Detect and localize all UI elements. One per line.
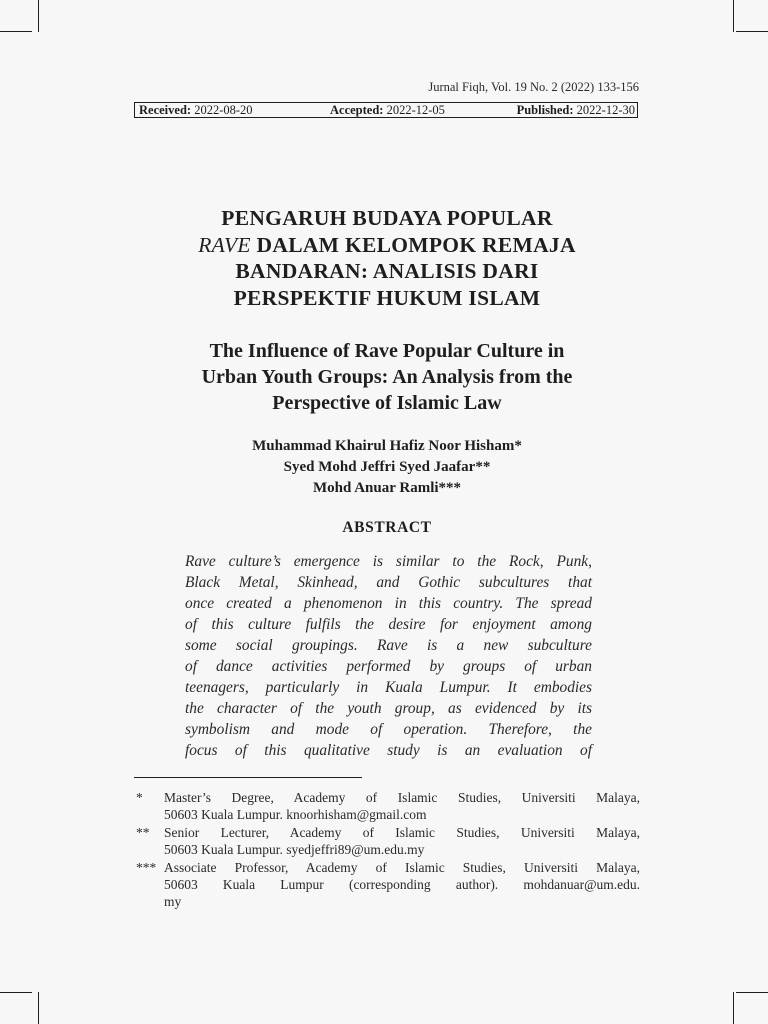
crop-mark <box>733 0 734 32</box>
crop-mark <box>736 31 768 32</box>
abstract-line: Black Metal, Skinhead, and Gothic subcultures that <box>185 574 592 591</box>
footnote-marker: * <box>136 790 143 805</box>
author-name: Syed Mohd Jeffri Syed Jaafar** <box>283 459 491 475</box>
footnote-line: Senior Lecturer, Academy of Islamic Studies, Universiti Malaya, <box>164 825 640 840</box>
author-list <box>120 436 654 499</box>
footnote <box>134 789 640 823</box>
footnote-marker: *** <box>136 860 157 875</box>
abstract-line: Rave culture’s emergence is similar to the Rock, Punk, <box>185 553 592 570</box>
received-date: Received: 2022-08-20 <box>139 103 253 117</box>
publication-dates <box>134 102 638 118</box>
author-name: Muhammad Khairul Hafiz Noor Hisham* <box>252 438 522 454</box>
title-malay-line: PERSPEKTIF HUKUM ISLAM <box>233 285 541 310</box>
footnotes <box>134 789 640 911</box>
crop-mark <box>736 992 768 993</box>
footnote-marker: ** <box>136 825 150 840</box>
crop-mark <box>733 992 734 1024</box>
abstract-line: once created a phenomenon in this country. The spread <box>185 595 592 612</box>
title-malay-line: BANDARAN: ANALISIS DARI <box>235 259 539 283</box>
footnote-line: my <box>164 894 182 909</box>
abstract-line: focus of this qualitative study is an evaluation of <box>185 742 592 759</box>
title-english <box>120 338 654 416</box>
footnote-line: 50603 Kuala Lumpur (corresponding author). mohdanuar@um.edu. <box>164 877 640 892</box>
title-english-line: The Influence of Rave Popular Culture in <box>209 340 565 362</box>
abstract-heading: ABSTRACT <box>342 519 432 536</box>
published-date: Published: 2022-12-30 <box>516 103 635 117</box>
abstract-line: symbolism and mode of operation. Therefore, the <box>185 721 592 738</box>
abstract-line: teenagers, particularly in Kuala Lumpur. It embodies <box>185 679 592 696</box>
abstract-line: some social groupings. Rave is a new subculture <box>185 637 592 654</box>
title-malay <box>120 205 654 311</box>
footnote-line: Master’s Degree, Academy of Islamic Studies, Universiti Malaya, <box>164 790 640 805</box>
title-english-line: Perspective of Islamic Law <box>272 392 502 414</box>
footnote <box>134 859 640 910</box>
footnote <box>134 824 640 858</box>
title-malay-line: RAVE DALAM KELOMPOK REMAJA <box>198 232 576 257</box>
footnote-line: 50603 Kuala Lumpur. syedjeffri89@um.edu.my <box>164 842 425 857</box>
footnote-line: 50603 Kuala Lumpur. knoorhisham@gmail.com <box>164 807 427 822</box>
crop-mark <box>0 31 32 32</box>
author-name: Mohd Anuar Ramli*** <box>312 480 462 496</box>
abstract-text <box>185 551 592 761</box>
title-malay-line: PENGARUH BUDAYA POPULAR <box>221 206 553 230</box>
crop-mark <box>38 0 39 32</box>
crop-mark <box>38 992 39 1024</box>
journal-reference: Jurnal Fiqh, Vol. 19 No. 2 (2022) 133-156 <box>428 80 639 94</box>
crop-mark <box>0 992 32 993</box>
title-english-line: Urban Youth Groups: An Analysis from the <box>201 366 573 388</box>
abstract-line: of this culture fulfils the desire for enjoyment among <box>185 616 592 633</box>
footnote-divider <box>134 777 362 778</box>
footnote-line: Associate Professor, Academy of Islamic Studies, Universiti Malaya, <box>164 860 640 875</box>
abstract-line: of dance activities performed by groups of urban <box>185 658 592 675</box>
accepted-date: Accepted: 2022-12-05 <box>330 103 445 117</box>
abstract-line: the character of the youth group, as evidenced by its <box>185 700 592 717</box>
